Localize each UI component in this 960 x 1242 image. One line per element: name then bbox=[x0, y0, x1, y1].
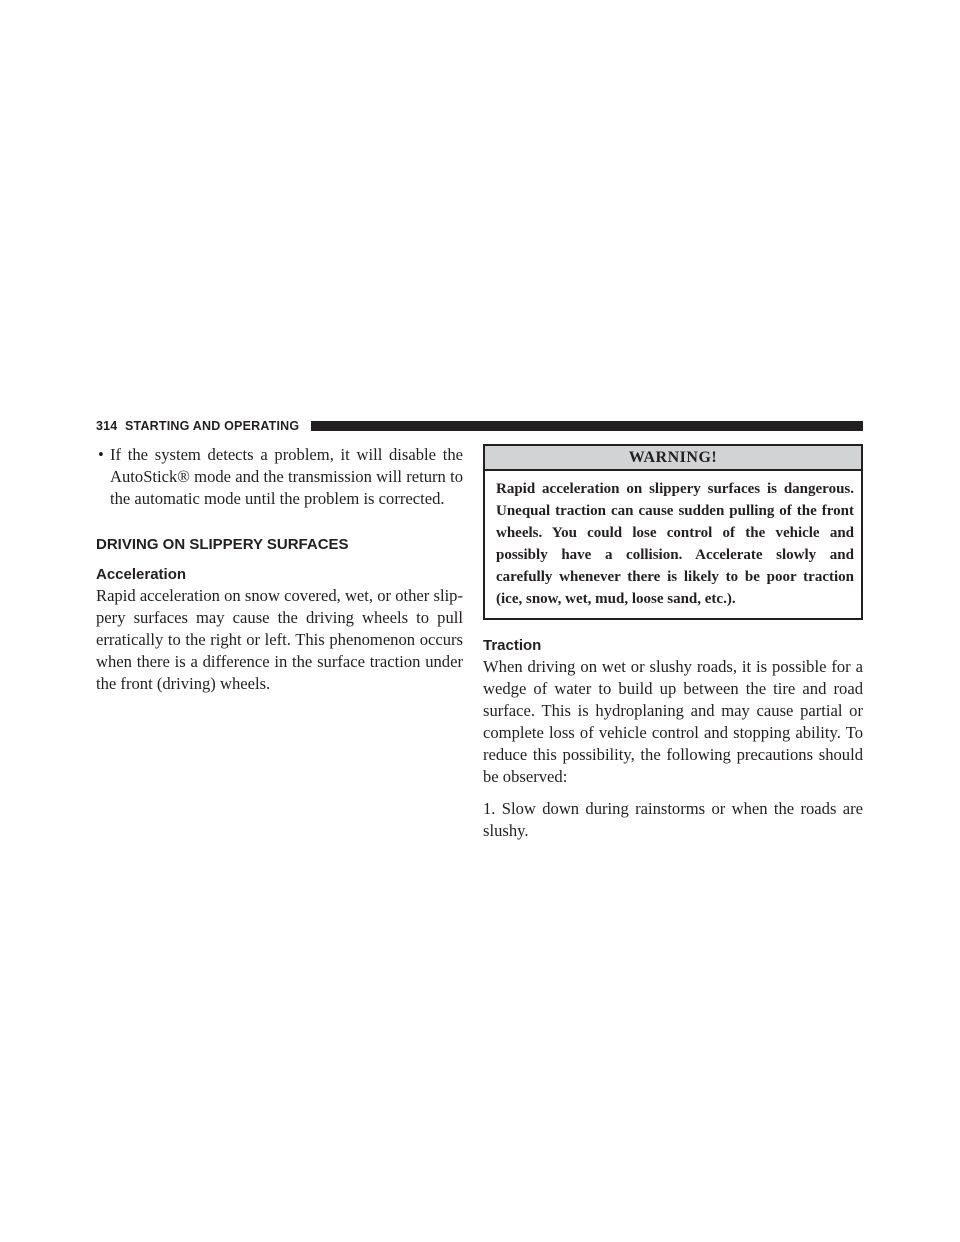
right-column bbox=[483, 444, 863, 842]
header-rule bbox=[311, 421, 863, 431]
left-column bbox=[96, 444, 463, 695]
section-title: STARTING AND OPERATING bbox=[125, 419, 300, 433]
page-header bbox=[96, 418, 863, 434]
bullet-icon: • bbox=[98, 445, 104, 464]
traction-paragraph: When driving on wet or slushy roads, it is possible for a wedge of water to build up between the tire and road surface. This is hydroplaning and may cause partial or complete loss of vehicle control and stopping ability. To reduce this possibility, the following precautions should be observed: bbox=[483, 657, 863, 786]
subheading-acceleration: Acceleration bbox=[96, 566, 187, 583]
warning-text: Rapid acceleration on slippery surfaces is dangerous. Unequal traction can cause sudden pulling of the front wheels. You could lose control of the vehicle and possibly have a collision. Accelerate slowly and carefully whenever there is likely to be poor traction (ice, snow, wet, mud, loose sand, etc.). bbox=[496, 481, 854, 607]
bullet-text: If the system detects a problem, it will disable the AutoStick® mode and the transmission will return to the automatic mode until the problem is corrected. bbox=[110, 445, 463, 508]
warning-title: WARNING! bbox=[485, 446, 861, 471]
subheading-traction: Traction bbox=[483, 637, 542, 654]
list-item bbox=[96, 444, 463, 510]
page-number: 314 bbox=[96, 419, 118, 433]
precaution-step-1: 1. Slow down during rainstorms or when the roads are slushy. bbox=[483, 799, 863, 840]
warning-box bbox=[483, 444, 863, 620]
acceleration-paragraph: Rapid acceleration on snow covered, wet, or other slip-pery surfaces may cause the driving wheels to pull erratically to the right or left. This phenomenon occurs when there is a difference in the surface traction under the front (driving) wheels. bbox=[96, 586, 463, 693]
section-heading: DRIVING ON SLIPPERY SURFACES bbox=[96, 536, 349, 553]
